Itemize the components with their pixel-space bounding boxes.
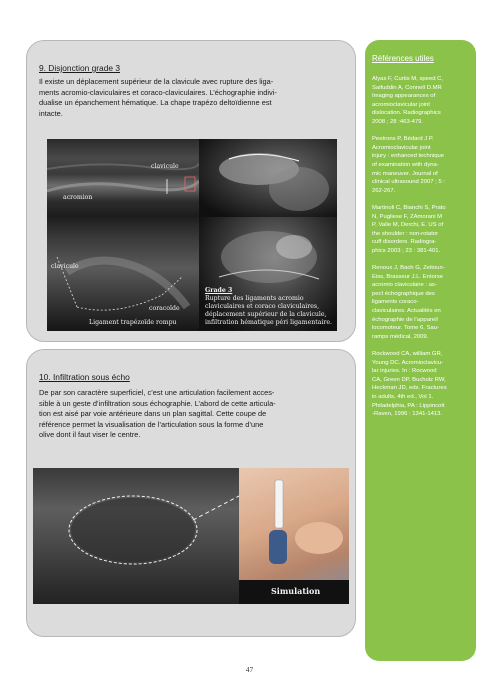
- label-clavicule: clavicule: [151, 163, 179, 170]
- label-acromion: acromion: [63, 194, 93, 201]
- page-number: 47: [245, 665, 254, 674]
- mri-image-top: [199, 139, 337, 217]
- text-line: intacte.: [39, 108, 63, 118]
- mri-texture: [199, 139, 337, 217]
- section-text: [39, 77, 345, 119]
- label-ligament: Ligament trapézoïde rompu: [89, 319, 177, 326]
- caption-line: Rupture des ligaments acromio: [205, 295, 304, 302]
- reference-item: Rockwood CA, william GR, Young DC. Acromioclavicu- lar injuries. In : Rocwood CA, Green DP, Bucholz RW, Heckman JD, eds. Fractures in adults, 4th ed., Vol 1. Philadelphia, PA : Lippincott -Raven, 1996 : 1341-1413.: [372, 351, 447, 418]
- references-list: [372, 75, 472, 427]
- text-line: Il existe un déplacement supérieur de la clavicule avec rupture des liga-: [39, 77, 274, 86]
- section-grade3-panel: [26, 40, 356, 342]
- references-sidebar: [365, 40, 476, 661]
- label-clavicule: clavicule: [51, 263, 79, 270]
- reference-item: Alyas F, Curtis M, speed C, Saifuddin A, Connell D.MR Imaging appearances of acromioclavicular joint dislocation. Radiographics 2008 ; 28 :463-479.: [372, 76, 444, 125]
- text-line: tion est aisé par voie antérieure dans un plan sagittal. Cette coupe de: [39, 409, 267, 419]
- ultrasound-image-bottom: [47, 217, 199, 331]
- simulation-illustration: [239, 468, 349, 604]
- ultrasound-texture: [47, 139, 199, 217]
- ultrasound-image-top: [47, 139, 199, 217]
- text-line: ments acromio-claviculaires et coraco-claviculaires. L’échographie indivi-: [39, 87, 277, 97]
- caption-title: Grade 3: [205, 287, 233, 294]
- text-line: référence permet la visualisation de l’articulation sous la forme d’une: [39, 419, 264, 429]
- label-coracoide: coracoïde: [149, 305, 180, 312]
- ultrasound-texture: [33, 468, 239, 604]
- caption-line: déplacement supérieur de la clavicule,: [205, 311, 327, 318]
- simulation-caption: Simulation: [271, 586, 321, 596]
- text-line: sible à un geste d’infiltration sous échographie. L’abord de cette articula-: [39, 398, 276, 408]
- reference-item: Martinoli C, Bianchi S, Prato N, Pugliese F, ZAmorani M P, Valle M, Derchi, E. US of the shoulder : non-rotator cuff disorders. Radiogra- phics 2003 ; 23 : 381-401.: [372, 204, 446, 254]
- text-line: olive dont il faut viser le centre.: [39, 430, 141, 440]
- text-line: De par son caractère superficiel, c’est une articulation facilement acces-: [39, 388, 275, 397]
- reference-item: Renoux J, Bach G, Zeitoun- Eiss, Brasseur J.L. Entorse acromio claviculaire : as- pect échographique des ligaments coraco- claviculaires. Actualités en échographie de l’appareil locomoteur. Tome 6. Sau- ramps médical, 2009.: [372, 265, 445, 340]
- reference-item: Peetrons P, Bédard J P. Acromioclavicular joint injury : enhanced technique of examination with dyna- mic maneuver. Journal of clinical ultrasound 2007 ; 5 : 262-267.: [372, 136, 446, 194]
- simulation-photo: [239, 468, 349, 604]
- ultrasound-olive-image: [33, 468, 239, 604]
- text-line: dualise un épanchement hématique. La chape trapézo deltoïdienne est: [39, 98, 272, 108]
- section-title: 9. Disjonction grade 3: [39, 63, 121, 73]
- section-text: [39, 388, 345, 441]
- section-title: 10. Infiltration sous écho: [39, 372, 130, 382]
- sidebar-title: Références utiles: [372, 54, 434, 63]
- caption-line: claviculaires et coraco claviculaires,: [205, 303, 320, 310]
- mri-image-bottom: [199, 217, 337, 331]
- caption-line: infiltration hématique péri ligamentaire.: [205, 319, 332, 326]
- section-infiltration-panel: [26, 349, 356, 637]
- ultrasound-texture: [47, 217, 199, 331]
